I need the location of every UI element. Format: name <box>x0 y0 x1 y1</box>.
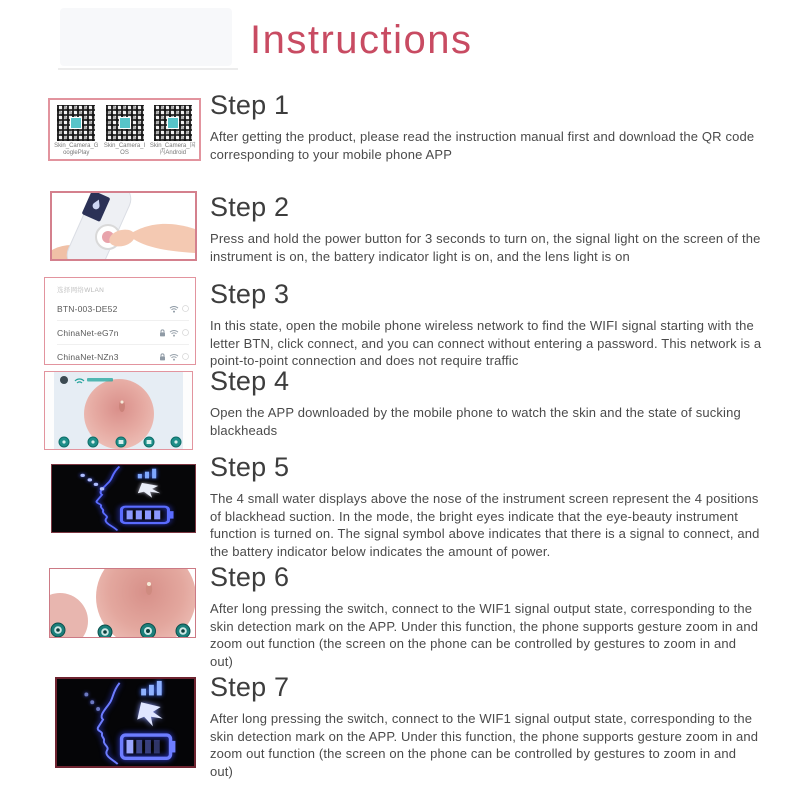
info-icon <box>182 305 189 312</box>
step7-text <box>210 672 762 780</box>
step3-heading: Step 3 <box>210 279 290 309</box>
step2-device-image <box>50 191 197 261</box>
step1-body: After getting the product, please read the instruction manual first and download the QR code corresponding to your mobile phone APP <box>210 129 755 162</box>
step5-device-screen-image <box>51 464 196 533</box>
page-title: Instructions <box>250 18 473 62</box>
step7-body: After long pressing the switch, connect to the WIF1 signal output state, corresponding to the skin detection mark on the APP. Under this function, the phone supports gesture zoom in and zoom out function (the screen on the phone can be controlled by gestures to zoom in and out) <box>210 711 759 779</box>
neon-face-display-illustration <box>57 679 194 766</box>
step7-heading: Step 7 <box>210 672 290 702</box>
wifi-network-row <box>57 321 189 345</box>
qr-label-android: Skin_Camera_国内Android <box>149 143 196 156</box>
lock-icon <box>159 353 166 361</box>
wifi-list-header: 选择网络WLAN <box>57 287 105 294</box>
step6-heading: Step 6 <box>210 562 290 592</box>
qr-item <box>151 105 195 157</box>
wifi-network-name: ChinaNet-NZn3 <box>57 351 119 362</box>
wifi-network-row <box>57 297 189 321</box>
device-power-button-illustration <box>52 193 195 259</box>
qr-code-ios-icon <box>106 105 144 141</box>
divider-line <box>58 68 238 70</box>
wifi-icon <box>169 305 179 313</box>
step1-heading: Step 1 <box>210 90 290 120</box>
step2-text <box>210 192 762 265</box>
step2-body: Press and hold the power button for 3 seconds to turn on, the signal light on the screen of the instrument is on, the battery indicator light is on, and the lens light is on <box>210 231 761 264</box>
step2-heading: Step 2 <box>210 192 290 222</box>
qr-item <box>54 105 98 157</box>
qr-label-googleplay: Skin_Camera_GooglePlay <box>54 143 99 156</box>
step5-heading: Step 5 <box>210 452 290 482</box>
step6-body: After long pressing the switch, connect to the WIF1 signal output state, corresponding to the skin detection mark on the APP. Under this function, the phone supports gesture zoom in and zoom out function (the screen on the phone can be controlled by gestures to zoom in and out) <box>210 601 759 669</box>
wifi-network-row <box>57 345 189 365</box>
step4-text <box>210 366 762 439</box>
step3-body: In this state, open the mobile phone wireless network to find the WIFI signal starting with the letter BTN, click connect, and you can connect without entering a password. This network is a point-to-point connection and does not require traffic <box>210 318 762 368</box>
step6-skin-closeup-image <box>49 568 196 638</box>
watermark <box>60 8 232 66</box>
step3-text <box>210 279 762 370</box>
wifi-icon <box>169 329 179 337</box>
qr-code-googleplay-icon <box>57 105 95 141</box>
app-skin-view-illustration <box>45 372 192 449</box>
qr-item <box>103 105 147 157</box>
step3-wifi-list-image <box>44 277 196 365</box>
info-icon <box>182 329 189 336</box>
wifi-icon <box>169 353 179 361</box>
step6-text <box>210 562 762 670</box>
step4-app-screen-image <box>44 371 193 450</box>
step1-qr-codes-image <box>48 98 201 161</box>
lock-icon <box>159 329 166 337</box>
step5-text <box>210 452 762 560</box>
info-icon <box>182 353 189 360</box>
step1-text <box>210 90 762 163</box>
wifi-network-name: BTN-003-DE52 <box>57 303 118 314</box>
step4-heading: Step 4 <box>210 366 290 396</box>
step4-body: Open the APP downloaded by the mobile phone to watch the skin and the state of sucking blackheads <box>210 405 741 438</box>
wifi-network-name: ChinaNet-eG7n <box>57 327 119 338</box>
step7-device-screen-image <box>55 677 196 768</box>
qr-label-ios: Skin_Camera_IOS <box>103 143 146 156</box>
step5-body: The 4 small water displays above the nose of the instrument screen represent the 4 positions of blackhead suction. In the mode, the bright eyes indicate that the eye-beauty instrument function is turned on. The signal symbol above indicates that there is a signal to connect, and the battery indicator below indicates the amount of power. <box>210 491 760 559</box>
back-icon <box>60 376 68 384</box>
neon-face-display-illustration <box>52 465 195 532</box>
qr-code-android-icon <box>154 105 192 141</box>
skin-closeup-illustration <box>50 569 195 637</box>
